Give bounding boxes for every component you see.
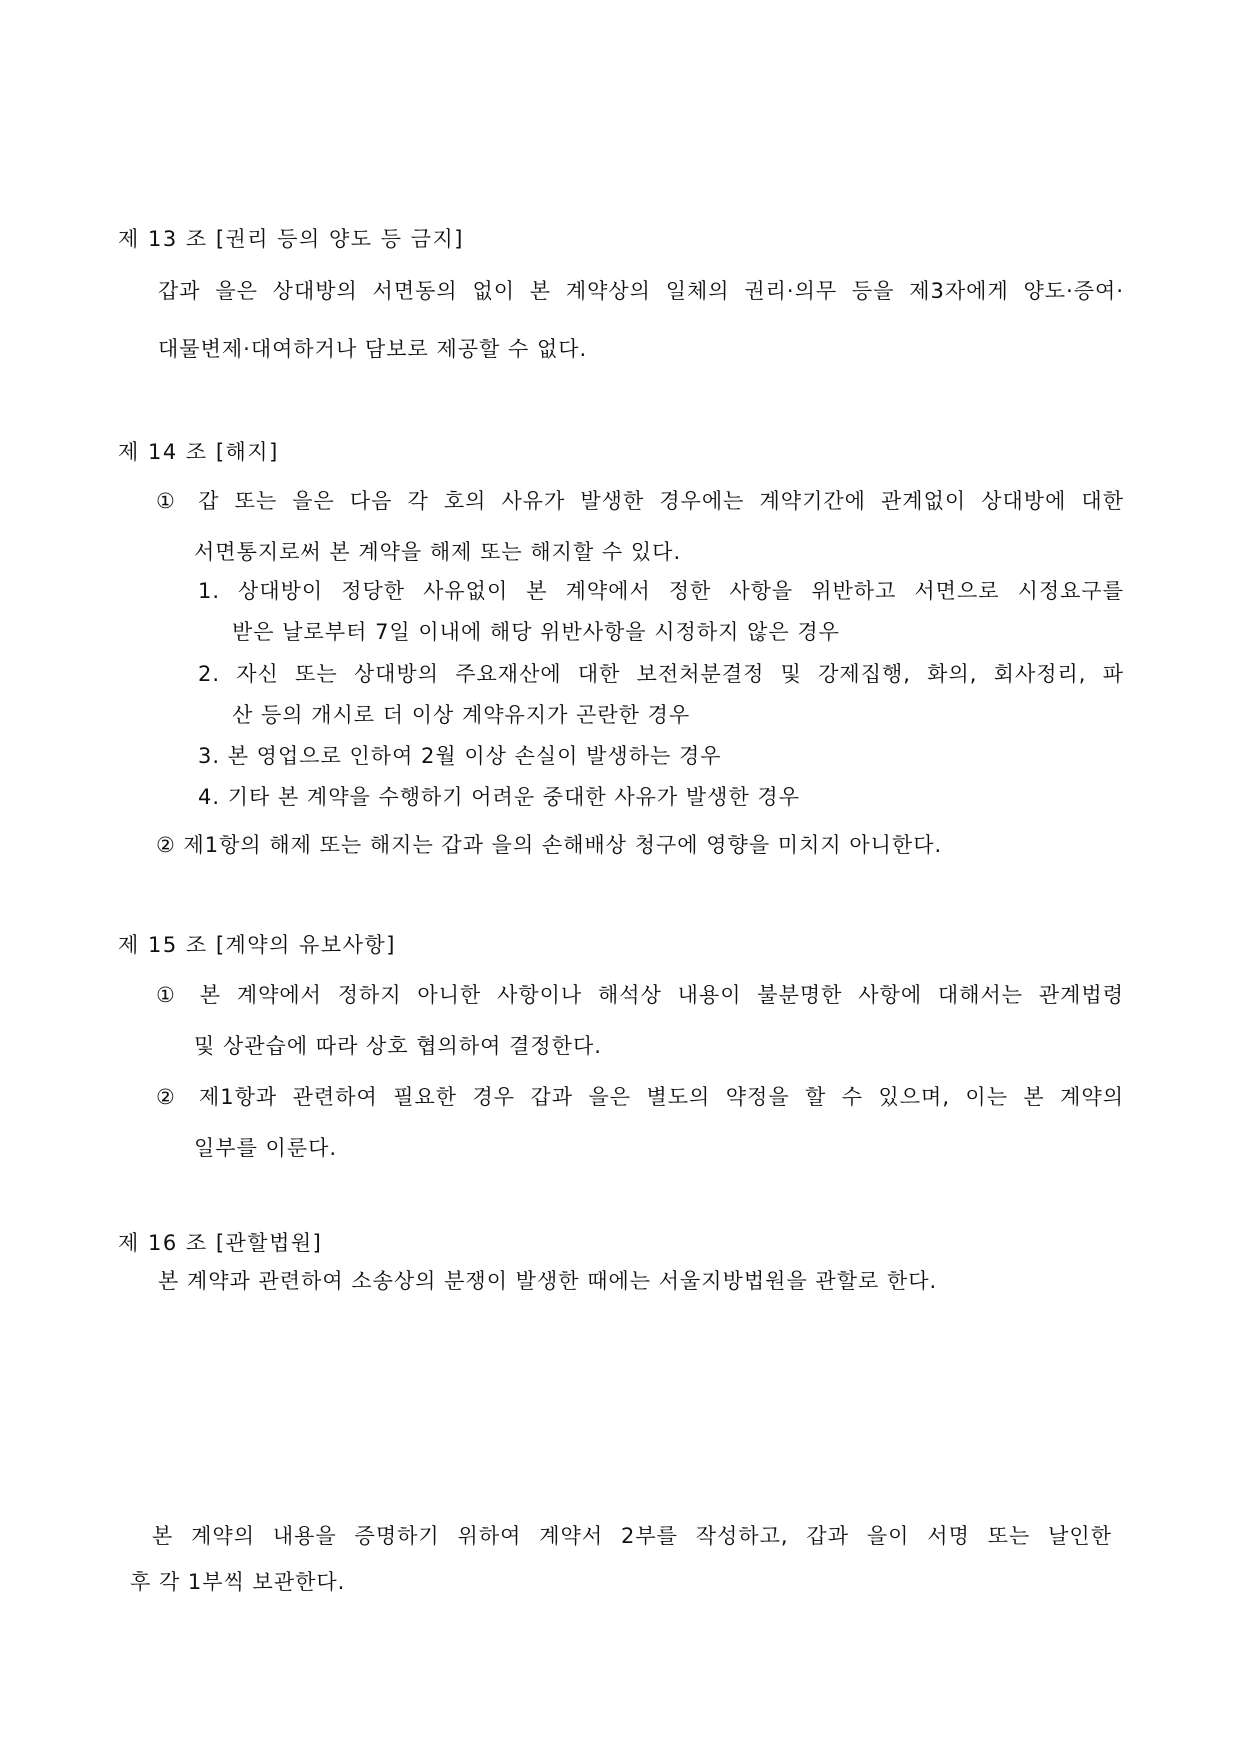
article-13-body-line-1: 갑과 을은 상대방의 서면동의 없이 본 계약상의 일체의 권리·의무 등을 제3자에게 양도·증여·	[158, 279, 1124, 303]
article-16-body: 본 계약과 관련하여 소송상의 분쟁이 발생한 때에는 서울지방법원을 관할로 한다.	[158, 1269, 938, 1293]
article-13-heading: 제 13 조 [권리 등의 양도 등 금지]	[118, 227, 464, 251]
closing-line-2: 후 각 1부씩 보관한다.	[130, 1570, 346, 1594]
article-14-item-1-line-1: 1. 상대방이 정당한 사유없이 본 계약에서 정한 사항을 위반하고 서면으로 시정요구를	[198, 579, 1124, 603]
article-14-paragraph-1-line-1: ① 갑 또는 을은 다음 각 호의 사유가 발생한 경우에는 계약기간에 관계없이 상대방에 대한	[156, 489, 1124, 513]
closing-line-1: 본 계약의 내용을 증명하기 위하여 계약서 2부를 작성하고, 갑과 을이 서명 또는 날인한	[152, 1524, 1112, 1548]
article-14-paragraph-2: ② 제1항의 해제 또는 해지는 갑과 을의 손해배상 청구에 영향을 미치지 아니한다.	[156, 833, 943, 857]
article-14-item-4: 4. 기타 본 계약을 수행하기 어려운 중대한 사유가 발생한 경우	[198, 785, 800, 809]
article-15-paragraph-1-line-1: ① 본 계약에서 정하지 아니한 사항이나 해석상 내용이 불분명한 사항에 대해서는 관계법령	[156, 983, 1124, 1007]
article-15-paragraph-1-line-2: 및 상관습에 따라 상호 협의하여 결정한다.	[194, 1034, 602, 1058]
article-15-paragraph-2-line-2: 일부를 이룬다.	[194, 1136, 338, 1160]
article-13-body-line-2: 대물변제·대여하거나 담보로 제공할 수 없다.	[158, 337, 588, 361]
article-15-paragraph-2-line-1: ② 제1항과 관련하여 필요한 경우 갑과 을은 별도의 약정을 할 수 있으며, 이는 본 계약의	[156, 1085, 1124, 1109]
article-14-heading: 제 14 조 [해지]	[118, 440, 279, 464]
article-14-item-2-line-2: 산 등의 개시로 더 이상 계약유지가 곤란한 경우	[232, 703, 691, 727]
article-14-item-1-line-2: 받은 날로부터 7일 이내에 해당 위반사항을 시정하지 않은 경우	[232, 620, 840, 644]
article-15-heading: 제 15 조 [계약의 유보사항]	[118, 933, 396, 957]
article-16-heading: 제 16 조 [관할법원]	[118, 1231, 323, 1255]
article-14-paragraph-1-line-2: 서면통지로써 본 계약을 해제 또는 해지할 수 있다.	[194, 540, 682, 564]
article-14-item-2-line-1: 2. 자신 또는 상대방의 주요재산에 대한 보전처분결정 및 강제집행, 화의, 회사정리, 파	[198, 662, 1124, 686]
article-14-item-3: 3. 본 영업으로 인하여 2월 이상 손실이 발생하는 경우	[198, 744, 722, 768]
